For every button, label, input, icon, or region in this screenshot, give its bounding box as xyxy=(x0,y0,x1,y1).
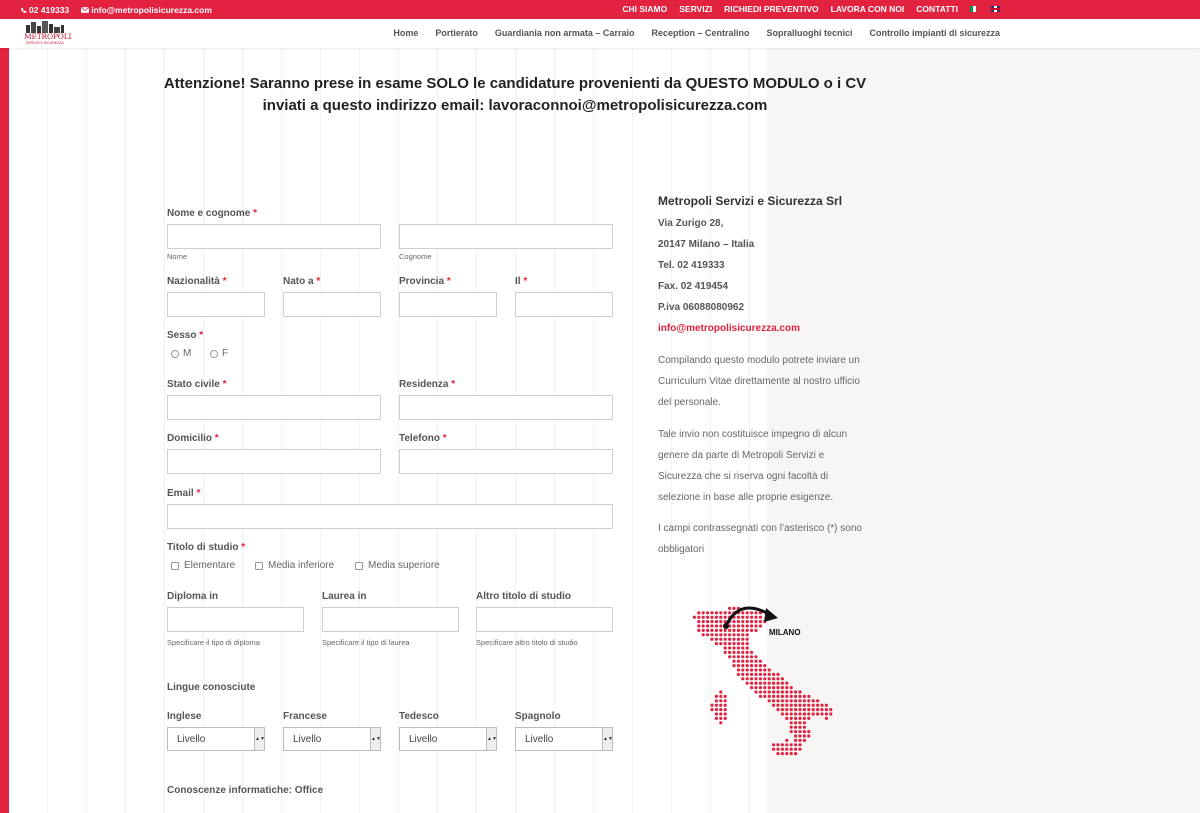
notice-line-2: inviati a questo indirizzo email: lavoraconnoi@metropolisicurezza.com xyxy=(262,97,768,114)
sesso-label: Sesso * xyxy=(167,330,204,341)
francese-label: Francese xyxy=(283,711,327,722)
nome-input[interactable] xyxy=(167,224,381,249)
domicilio-label: Domicilio * xyxy=(167,433,219,444)
sesso-radio-m[interactable]: M xyxy=(171,348,191,359)
chevron-down-icon[interactable]: ▲▼ xyxy=(370,728,380,750)
inglese-select[interactable] xyxy=(167,727,265,751)
altro-titolo-input[interactable] xyxy=(476,607,613,632)
tedesco-label: Tedesco xyxy=(399,711,439,722)
email-link[interactable] xyxy=(81,5,212,15)
office-label: Conoscenze informatiche: Office xyxy=(167,785,324,796)
company-address-1: Via Zurigo 28, xyxy=(658,218,724,229)
domicilio-input[interactable] xyxy=(167,449,381,474)
company-tel: Tel. 02 419333 xyxy=(658,260,725,271)
top-link-preventivo[interactable]: RICHIEDI PREVENTIVO xyxy=(724,4,819,14)
nome-cognome-label: Nome e cognome * xyxy=(167,208,258,219)
info-paragraph-1: Compilando questo modulo potrete inviare un Curriculum Vitae direttamente al nostro ufficio del personale. xyxy=(658,355,860,408)
logo-subtitle: SERVIZI E SICUREZZA xyxy=(26,41,64,45)
logo-word: METROPOLI xyxy=(24,32,72,41)
italy-dot-map xyxy=(688,598,848,770)
main-nav xyxy=(0,19,1200,48)
diploma-label: Diploma in xyxy=(167,591,219,602)
content-background xyxy=(9,48,767,813)
nazionalita-input[interactable] xyxy=(167,292,265,317)
diploma-input[interactable] xyxy=(167,607,304,632)
data-nascita-input[interactable] xyxy=(515,292,613,317)
altro-titolo-hint: Specificare altro titolo di studio xyxy=(476,638,578,647)
nome-hint: Nome xyxy=(167,252,188,261)
side-stripe xyxy=(0,48,9,813)
company-fax: Fax. 02 419454 xyxy=(658,281,729,292)
phone-icon xyxy=(20,7,27,14)
email-input[interactable] xyxy=(167,504,613,529)
inglese-label: Inglese xyxy=(167,711,202,722)
spagnolo-select[interactable] xyxy=(515,727,613,751)
info-paragraph-3: I campi contrassegnati con l’asterisco (*) sono obbligatori xyxy=(658,523,862,555)
phone-text: 02 419333 xyxy=(29,5,70,15)
stato-civile-input[interactable] xyxy=(167,395,381,420)
notice-heading xyxy=(160,73,870,117)
top-link-chi-siamo[interactable]: CHI SIAMO xyxy=(622,4,668,14)
nav-guardiania[interactable]: Guardiania non armata – Carraio xyxy=(494,28,635,38)
nato-a-label: Nato a * xyxy=(283,276,321,287)
nav-sopralluoghi[interactable]: Sopralluoghi tecnici xyxy=(766,28,853,38)
company-piva: P.iva 06088080962 xyxy=(658,302,745,313)
notice-line-1: Attenzione! Saranno prese in esame SOLO le candidature provenienti da QUESTO MODULO o i CV xyxy=(163,75,867,92)
nav-portierato[interactable]: Portierato xyxy=(435,28,478,38)
chevron-down-icon[interactable]: ▲▼ xyxy=(486,728,496,750)
company-address-2: 20147 Milano – Italia xyxy=(658,239,755,250)
top-bar xyxy=(0,0,1200,19)
radio-circle[interactable] xyxy=(171,350,179,358)
il-label: Il * xyxy=(515,276,528,287)
laurea-label: Laurea in xyxy=(322,591,367,602)
tedesco-select-value: Livello xyxy=(409,734,438,745)
phone-link[interactable] xyxy=(20,5,69,15)
top-link-servizi[interactable]: SERVIZI xyxy=(679,4,713,14)
titolo-label: Titolo di studio * xyxy=(167,542,246,553)
telefono-label: Telefono * xyxy=(399,433,447,444)
nav-home[interactable]: Home xyxy=(393,28,419,38)
spagnolo-label: Spagnolo xyxy=(515,711,561,722)
uk-flag-icon[interactable] xyxy=(991,6,1000,12)
info-paragraph-2: Tale invio non costituisce impegno di alcun genere da parte di Metropoli Servizi e Sicurezza che si riserva ogni facoltà di selezione in base alle proprie esigenze. xyxy=(658,429,847,503)
email-text: info@metropolisicurezza.com xyxy=(91,5,212,15)
nav-controllo[interactable]: Controllo impianti di sicurezza xyxy=(869,28,1000,38)
company-name: Metropoli Servizi e Sicurezza Srl xyxy=(658,194,843,208)
diploma-hint: Specificare il tipo di diploma xyxy=(167,638,260,647)
francese-select-value: Livello xyxy=(293,734,322,745)
top-link-contatti[interactable]: CONTATTI xyxy=(916,4,958,14)
provincia-input[interactable] xyxy=(399,292,497,317)
radio-circle[interactable] xyxy=(210,350,218,358)
checkbox-box[interactable] xyxy=(255,562,263,570)
nazionalita-label: Nazionalità * xyxy=(167,276,227,287)
top-link-lavora[interactable]: LAVORA CON NOI xyxy=(830,4,905,14)
company-email-link[interactable]: info@metropolisicurezza.com xyxy=(658,323,800,334)
cognome-input[interactable] xyxy=(399,224,613,249)
chevron-down-icon[interactable]: ▲▼ xyxy=(602,728,612,750)
nato-a-input[interactable] xyxy=(283,292,381,317)
francese-select[interactable] xyxy=(283,727,381,751)
tedesco-select[interactable] xyxy=(399,727,497,751)
chevron-down-icon[interactable]: ▲▼ xyxy=(254,728,264,750)
checkbox-media-inferiore[interactable]: Media inferiore xyxy=(255,560,334,571)
cognome-hint: Cognome xyxy=(399,252,432,261)
laurea-hint: Specificare il tipo di laurea xyxy=(322,638,410,647)
laurea-input[interactable] xyxy=(322,607,459,632)
nav-reception[interactable]: Reception – Centralino xyxy=(651,28,750,38)
provincia-label: Provincia * xyxy=(399,276,451,287)
sesso-radio-f[interactable]: F xyxy=(210,348,228,359)
residenza-input[interactable] xyxy=(399,395,613,420)
lingue-heading: Lingue conosciute xyxy=(167,682,256,693)
stato-civile-label: Stato civile * xyxy=(167,379,227,390)
checkbox-media-superiore[interactable]: Media superiore xyxy=(355,560,440,571)
milano-pin-icon xyxy=(723,623,729,629)
email-label: Email * xyxy=(167,488,201,499)
inglese-select-value: Livello xyxy=(177,734,206,745)
italian-flag-icon[interactable] xyxy=(970,6,979,12)
altro-titolo-label: Altro titolo di studio xyxy=(476,591,571,602)
checkbox-box[interactable] xyxy=(355,562,363,570)
checkbox-elementare[interactable]: Elementare xyxy=(171,560,235,571)
company-logo[interactable] xyxy=(22,21,72,47)
milano-label: MILANO xyxy=(769,628,801,637)
telefono-input[interactable] xyxy=(399,449,613,474)
residenza-label: Residenza * xyxy=(399,379,456,390)
spagnolo-select-value: Livello xyxy=(525,734,554,745)
checkbox-box[interactable] xyxy=(171,562,179,570)
italy-map xyxy=(688,598,848,770)
arrow-head-icon xyxy=(764,608,778,622)
mail-icon xyxy=(81,7,89,13)
